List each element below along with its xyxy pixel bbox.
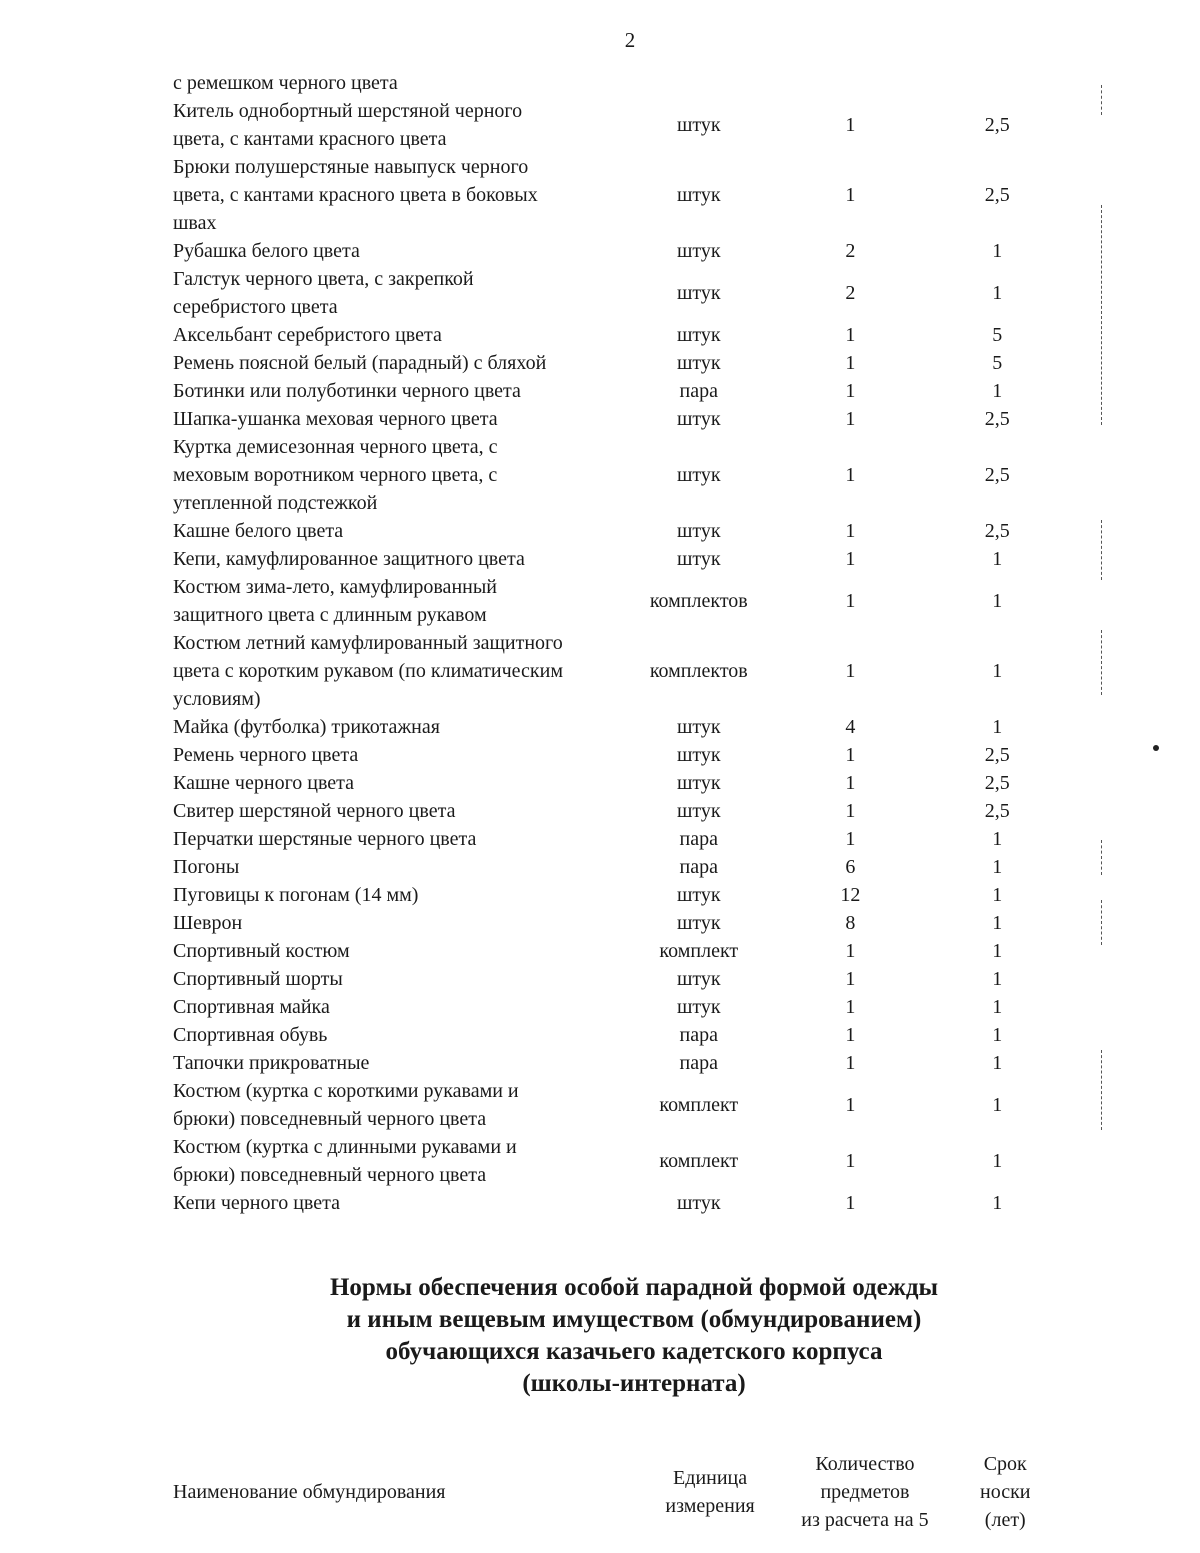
item-quantity: 6 (845, 856, 856, 878)
item-name (173, 237, 618, 265)
item-term: 1 (992, 660, 1003, 682)
item-name (173, 937, 618, 965)
item-quantity: 1 (845, 1024, 856, 1046)
item-name-line: швах (173, 212, 217, 234)
item-name (173, 321, 618, 349)
item-unit: штук (676, 408, 721, 430)
item-name-line: Брюки полушерстяные навыпуск черного (173, 156, 529, 178)
item-name-line: Тапочки прикроватные (173, 1052, 370, 1074)
item-term: 2,5 (984, 744, 1010, 766)
item-name (173, 97, 618, 153)
table-row (173, 237, 1073, 265)
item-name (173, 153, 618, 237)
header-line: Количество (815, 1453, 915, 1475)
table-row (173, 993, 1073, 1021)
heading-line: Нормы обеспечения особой парадной формой одежды (329, 1274, 939, 1301)
item-quantity: 1 (845, 464, 856, 486)
item-name (173, 433, 618, 517)
item-name-line: Перчатки шерстяные черного цвета (173, 828, 477, 850)
item-term: 2,5 (984, 114, 1010, 136)
header-name-column (173, 1478, 628, 1506)
item-unit: пара (679, 1024, 719, 1046)
item-name-line: Пуговицы к погонам (14 мм) (173, 884, 419, 906)
item-term: 1 (992, 1094, 1003, 1116)
item-quantity: 1 (845, 800, 856, 822)
table-row (173, 433, 1073, 517)
item-quantity: 1 (845, 352, 856, 374)
item-term: 1 (992, 240, 1003, 262)
table-row (173, 265, 1073, 321)
item-name-line: цвета, с кантами красного цвета в боковых (173, 184, 538, 206)
item-term: 1 (992, 912, 1003, 934)
item-quantity: 1 (845, 324, 856, 346)
item-name (173, 965, 618, 993)
table-row (173, 69, 1073, 97)
item-term: 1 (992, 282, 1003, 304)
table-row (173, 909, 1073, 937)
item-name (173, 1077, 618, 1133)
table-row (173, 321, 1073, 349)
item-name-line: Галстук черного цвета, с закрепкой (173, 268, 474, 290)
table-row (173, 517, 1073, 545)
header-line: из расчета на 5 (801, 1509, 929, 1531)
item-quantity: 2 (845, 240, 856, 262)
item-unit: штук (676, 996, 721, 1018)
item-unit: штук (676, 520, 721, 542)
item-unit: штук (676, 1192, 721, 1214)
scan-artifact-line (1101, 630, 1102, 695)
item-quantity: 1 (845, 660, 856, 682)
item-unit: комплект (659, 940, 739, 962)
item-quantity: 4 (845, 716, 856, 738)
item-unit: штук (676, 968, 721, 990)
item-name (173, 265, 618, 321)
item-name-line: Аксельбант серебристого цвета (173, 324, 442, 346)
item-quantity: 2 (845, 282, 856, 304)
item-unit: штук (676, 800, 721, 822)
item-quantity: 8 (845, 912, 856, 934)
item-quantity: 1 (845, 408, 856, 430)
item-name-line: Рубашка белого цвета (173, 240, 360, 262)
item-name (173, 545, 618, 573)
item-name-line: Спортивная обувь (173, 1024, 328, 1046)
item-term: 1 (992, 1150, 1003, 1172)
section-heading (0, 1272, 1200, 1400)
item-unit: комплект (659, 1094, 739, 1116)
item-term: 1 (992, 380, 1003, 402)
item-name (173, 405, 618, 433)
item-name-line: Шапка-ушанка меховая черного цвета (173, 408, 498, 430)
item-name-line: условиям) (173, 688, 261, 710)
table-row (173, 825, 1073, 853)
item-name-line: Китель однобортный шерстяной черного (173, 100, 523, 122)
item-name (173, 881, 618, 909)
item-quantity: 1 (845, 940, 856, 962)
item-name-line: Свитер шерстяной черного цвета (173, 800, 456, 822)
item-term: 1 (992, 1024, 1003, 1046)
item-quantity: 1 (845, 590, 856, 612)
scan-artifact-line (1101, 520, 1102, 580)
table-row (173, 153, 1073, 237)
scan-artifact-line (1101, 85, 1102, 115)
item-name (173, 993, 618, 1021)
header-line: Срок (983, 1453, 1027, 1475)
item-name (173, 517, 618, 545)
item-unit: штук (676, 324, 721, 346)
item-term: 1 (992, 548, 1003, 570)
item-name-line: Кашне черного цвета (173, 772, 355, 794)
item-quantity: 1 (845, 1150, 856, 1172)
item-unit: штук (676, 352, 721, 374)
table-row (173, 1077, 1073, 1133)
item-quantity: 1 (845, 996, 856, 1018)
item-quantity: 1 (845, 744, 856, 766)
item-unit: штук (676, 282, 721, 304)
page-number: 2 (624, 28, 636, 52)
item-quantity: 1 (845, 828, 856, 850)
scan-artifact-line (1101, 840, 1102, 875)
item-term: 1 (992, 590, 1003, 612)
item-name (173, 853, 618, 881)
item-quantity: 1 (845, 1094, 856, 1116)
table-row (173, 1133, 1073, 1189)
item-name-line: Ботинки или полуботинки черного цвета (173, 380, 521, 402)
item-term: 1 (992, 828, 1003, 850)
item-quantity: 1 (845, 1052, 856, 1074)
table-row (173, 797, 1073, 825)
item-term: 5 (992, 324, 1003, 346)
item-quantity: 12 (840, 884, 861, 906)
item-name-line: Костюм (куртка с короткими рукавами и (173, 1080, 519, 1102)
item-name-line: Костюм (куртка с длинными рукавами и (173, 1136, 517, 1158)
item-unit: штук (676, 548, 721, 570)
item-name-line: цвета, с кантами красного цвета (173, 128, 447, 150)
item-term: 5 (992, 352, 1003, 374)
scan-artifact-line (1101, 1050, 1102, 1130)
item-name-line: Куртка демисезонная черного цвета, с (173, 436, 498, 458)
item-name (173, 909, 618, 937)
items-table (173, 69, 1073, 1217)
item-name-line: серебристого цвета (173, 296, 338, 318)
header-term-column (938, 1450, 1073, 1534)
item-name-line: Кепи, камуфлированное защитного цвета (173, 548, 525, 570)
item-term: 1 (992, 716, 1003, 738)
header-line: Наименование обмундирования (173, 1481, 446, 1503)
header-quantity-column (792, 1450, 937, 1534)
heading-line: и иным вещевым имуществом (обмундированием) (346, 1306, 922, 1333)
item-name (173, 1189, 618, 1217)
item-term: 1 (992, 1192, 1003, 1214)
item-name-line: защитного цвета с длинным рукавом (173, 604, 487, 626)
table-row (173, 349, 1073, 377)
table-row (173, 1189, 1073, 1217)
item-name-line: Спортивный шорты (173, 968, 343, 990)
table-row (173, 545, 1073, 573)
table-row (173, 405, 1073, 433)
item-name-line: Шеврон (173, 912, 243, 934)
item-name-line: с ремешком черного цвета (173, 72, 398, 94)
item-name (173, 377, 618, 405)
table-row (173, 937, 1073, 965)
item-name (173, 1021, 618, 1049)
item-unit: штук (676, 716, 721, 738)
header-line: измерения (665, 1495, 755, 1517)
item-unit: комплектов (649, 660, 748, 682)
item-term: 1 (992, 996, 1003, 1018)
item-name-line: меховым воротником черного цвета, с (173, 464, 498, 486)
item-name-line: Майка (футболка) трикотажная (173, 716, 440, 738)
item-name (173, 1133, 618, 1189)
item-name (173, 741, 618, 769)
table-row (173, 629, 1073, 713)
scan-artifact-dot (1153, 745, 1159, 751)
item-quantity: 1 (845, 184, 856, 206)
table-row (173, 97, 1073, 153)
item-name (173, 1049, 618, 1077)
item-quantity: 1 (845, 520, 856, 542)
item-unit: комплектов (649, 590, 748, 612)
table-row (173, 1049, 1073, 1077)
item-name (173, 349, 618, 377)
item-unit: штук (676, 744, 721, 766)
table-row (173, 741, 1073, 769)
item-quantity: 1 (845, 968, 856, 990)
item-unit: пара (679, 1052, 719, 1074)
item-unit: пара (679, 380, 719, 402)
item-term: 1 (992, 968, 1003, 990)
scan-artifact-line (1101, 900, 1102, 945)
item-name-line: Ремень черного цвета (173, 744, 359, 766)
item-unit: пара (679, 856, 719, 878)
item-name-line: брюки) повседневный черного цвета (173, 1164, 487, 1186)
item-term: 2,5 (984, 184, 1010, 206)
item-name-line: Костюм летний камуфлированный защитного (173, 632, 563, 654)
table-row (173, 769, 1073, 797)
item-quantity: 1 (845, 1192, 856, 1214)
item-unit: штук (676, 884, 721, 906)
item-name-line: Погоны (173, 856, 240, 878)
table-row (173, 881, 1073, 909)
item-unit: штук (676, 184, 721, 206)
scan-artifact-line (1101, 205, 1102, 425)
item-quantity: 1 (845, 772, 856, 794)
item-name (173, 573, 618, 629)
item-term: 1 (992, 940, 1003, 962)
table-row (173, 713, 1073, 741)
item-unit: штук (676, 114, 721, 136)
header-unit-column (628, 1464, 793, 1520)
item-name (173, 797, 618, 825)
item-name (173, 713, 618, 741)
header-line: (лет) (984, 1509, 1026, 1531)
table-row (173, 1021, 1073, 1049)
header-line: предметов (820, 1481, 910, 1503)
item-quantity: 1 (845, 114, 856, 136)
item-name-line: Спортивная майка (173, 996, 330, 1018)
item-unit: пара (679, 828, 719, 850)
table-row (173, 573, 1073, 629)
heading-line: (школы-интерната) (522, 1370, 746, 1397)
item-unit: комплект (659, 1150, 739, 1172)
item-unit: штук (676, 240, 721, 262)
table-row (173, 965, 1073, 993)
item-name-line: Кепи черного цвета (173, 1192, 340, 1214)
item-unit: штук (676, 912, 721, 934)
item-term: 1 (992, 1052, 1003, 1074)
item-unit: штук (676, 772, 721, 794)
item-name-line: утепленной подстежкой (173, 492, 378, 514)
item-name-line: Костюм зима-лето, камуфлированный (173, 576, 497, 598)
item-name-line: брюки) повседневный черного цвета (173, 1108, 487, 1130)
item-name (173, 69, 618, 97)
item-term: 2,5 (984, 464, 1010, 486)
item-term: 1 (992, 856, 1003, 878)
header-line: Единица (673, 1467, 748, 1489)
item-quantity: 1 (845, 380, 856, 402)
item-name (173, 629, 618, 713)
item-quantity: 1 (845, 548, 856, 570)
item-name-line: Кашне белого цвета (173, 520, 344, 542)
table-row (173, 853, 1073, 881)
item-name (173, 825, 618, 853)
item-term: 2,5 (984, 772, 1010, 794)
item-term: 2,5 (984, 408, 1010, 430)
item-term: 2,5 (984, 520, 1010, 542)
heading-line: обучающихся казачьего кадетского корпуса (385, 1338, 883, 1365)
table-header (173, 1450, 1073, 1534)
item-unit: штук (676, 464, 721, 486)
item-name-line: Ремень поясной белый (парадный) с бляхой (173, 352, 547, 374)
item-term: 1 (992, 884, 1003, 906)
item-name (173, 769, 618, 797)
item-name-line: цвета с коротким рукавом (по климатическим (173, 660, 563, 682)
item-term: 2,5 (984, 800, 1010, 822)
item-name-line: Спортивный костюм (173, 940, 350, 962)
header-line: носки (980, 1481, 1031, 1503)
table-row (173, 377, 1073, 405)
